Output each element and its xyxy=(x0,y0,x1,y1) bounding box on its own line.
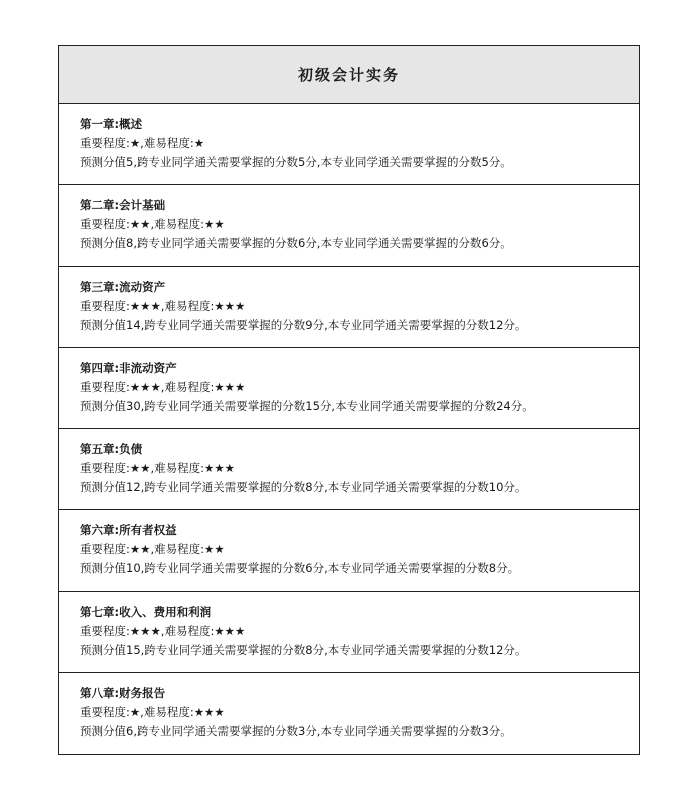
chapter-rating: 重要程度:★,难易程度:★ xyxy=(80,136,205,150)
chapter-rating: 重要程度:★★,难易程度:★★ xyxy=(80,542,225,557)
chapter-score: 预测分值15,跨专业同学通关需要掌握的分数8分,本专业同学通关需要掌握的分数12分。 xyxy=(80,642,527,657)
chapter-rating: 重要程度:★★,难易程度:★★ xyxy=(80,217,225,232)
chapter-table xyxy=(58,45,640,755)
chapter-score: 预测分值10,跨专业同学通关需要掌握的分数6分,本专业同学通关需要掌握的分数8分。 xyxy=(80,561,520,576)
chapter-title: 第二章:会计基础 xyxy=(80,198,166,213)
chapter-rating: 重要程度:★★,难易程度:★★★ xyxy=(80,461,235,476)
chapter-row-6 xyxy=(59,510,639,591)
chapter-title: 第一章:概述 xyxy=(80,117,143,131)
chapter-score: 预测分值30,跨专业同学通关需要掌握的分数15分,本专业同学通关需要掌握的分数24分。 xyxy=(80,398,534,413)
chapter-row-8 xyxy=(59,673,639,754)
chapter-row-2 xyxy=(59,185,639,266)
chapter-row-7 xyxy=(59,592,639,673)
chapter-row-3 xyxy=(59,267,639,348)
chapter-rating: 重要程度:★,难易程度:★★★ xyxy=(80,705,225,720)
chapter-score: 预测分值8,跨专业同学通关需要掌握的分数6分,本专业同学通关需要掌握的分数6分。 xyxy=(80,236,512,251)
chapter-title: 第四章:非流动资产 xyxy=(80,360,177,375)
chapter-score: 预测分值12,跨专业同学通关需要掌握的分数8分,本专业同学通关需要掌握的分数10分。 xyxy=(80,480,527,495)
chapter-rating: 重要程度:★★★,难易程度:★★★ xyxy=(80,298,246,313)
chapter-rating: 重要程度:★★★,难易程度:★★★ xyxy=(80,623,246,638)
chapter-rating: 重要程度:★★★,难易程度:★★★ xyxy=(80,379,246,394)
chapter-row-4 xyxy=(59,348,639,429)
page-title: 初级会计实务 xyxy=(297,66,400,84)
chapter-row-1 xyxy=(59,104,639,185)
chapter-title: 第七章:收入、费用和利润 xyxy=(80,604,212,619)
chapter-row-5 xyxy=(59,429,639,510)
chapter-score: 预测分值6,跨专业同学通关需要掌握的分数3分,本专业同学通关需要掌握的分数3分。 xyxy=(80,724,512,739)
chapter-title: 第六章:所有者权益 xyxy=(80,523,177,538)
chapter-title: 第八章:财务报告 xyxy=(80,686,166,701)
chapter-title: 第三章:流动资产 xyxy=(80,279,166,294)
chapter-score: 预测分值14,跨专业同学通关需要掌握的分数9分,本专业同学通关需要掌握的分数12分。 xyxy=(80,317,527,332)
table-header xyxy=(59,46,639,104)
chapter-score: 预测分值5,跨专业同学通关需要掌握的分数5分,本专业同学通关需要掌握的分数5分。 xyxy=(80,155,512,169)
chapter-title: 第五章:负债 xyxy=(80,442,143,457)
